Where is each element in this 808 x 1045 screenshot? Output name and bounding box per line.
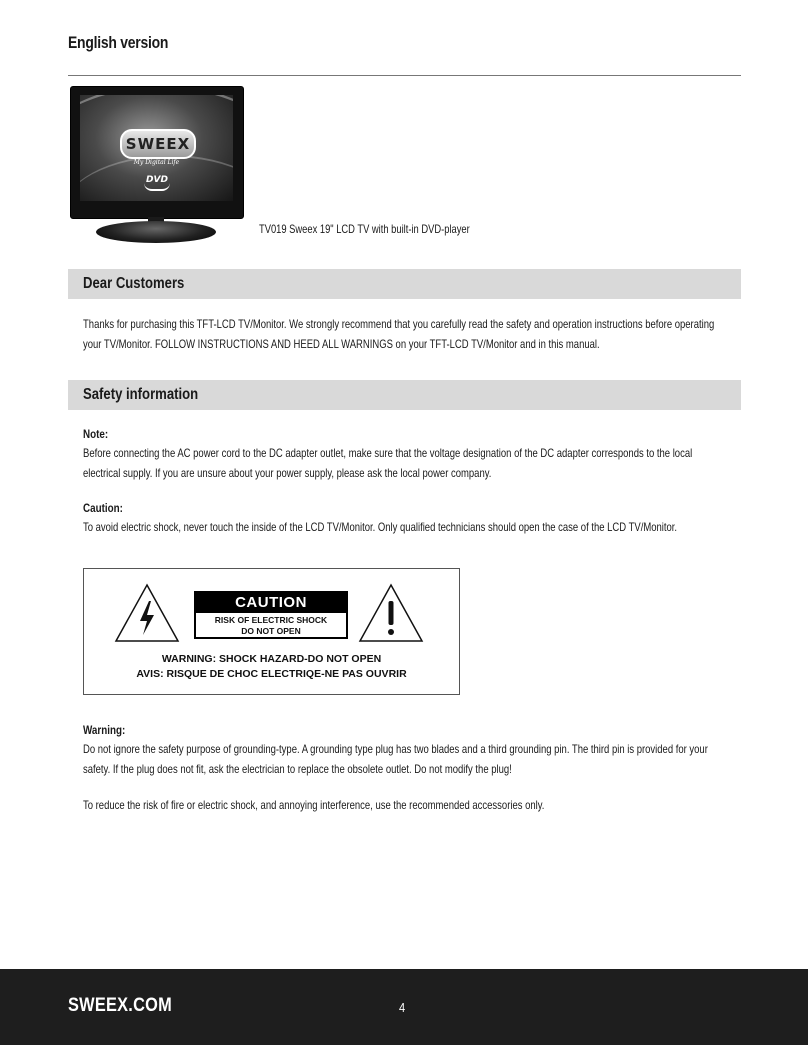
dvd-badge: DVD	[144, 175, 170, 191]
caution-warning-french: AVIS: RISQUE DE CHOC ELECTRIQE-NE PAS OUVRIR	[136, 668, 407, 680]
note-heading: Note:	[83, 427, 109, 441]
product-image	[70, 86, 244, 246]
caution-title: CAUTION	[196, 593, 346, 613]
section-header-safety	[68, 380, 741, 410]
tv-bezel	[70, 86, 244, 219]
tv-screen	[80, 95, 233, 201]
header-divider	[68, 75, 741, 76]
footer-website: SWEEX.COM	[68, 995, 173, 1016]
logo-tagline: My Digital Life	[133, 159, 180, 166]
note-paragraph: Before connecting the AC power cord to the DC adapter outlet, make sure that the voltage designation of the DC adapter corresponds to the local electrical supply. If you are unsure about your power supply, please ask the local power company.	[83, 446, 693, 480]
caution-line-1: RISK OF ELECTRIC SHOCK	[214, 615, 328, 625]
section-title: Safety information	[83, 386, 199, 403]
caution-line-2: DO NOT OPEN	[241, 626, 301, 636]
page-footer	[0, 969, 808, 1045]
exclamation-warning-icon	[358, 583, 424, 643]
warning-paragraph: Do not ignore the safety purpose of grounding-type. A grounding type plug has two blades and a third grounding pin. The third pin is provided for your safety. If the plug does not fit, ask the electrician to replace the obsolete outlet. Do not modify the plug!	[83, 742, 708, 776]
caution-label	[83, 568, 460, 695]
section-title: Dear Customers	[83, 275, 185, 292]
language-heading: English version	[68, 33, 169, 52]
sweex-logo: SWEEX	[120, 129, 196, 159]
product-caption: TV019 Sweex 19" LCD TV with built-in DVD-player	[259, 222, 470, 236]
caution-paragraph: To avoid electric shock, never touch the inside of the LCD TV/Monitor. Only qualified technicians should open the case of the LCD TV/Monitor.	[83, 520, 678, 534]
customers-paragraph: Thanks for purchasing this TFT-LCD TV/Monitor. We strongly recommend that you carefully read the safety and operation instructions before operating your TV/Monitor. FOLLOW INSTRUCTIONS AND HEED ALL WARNINGS on your TFT-LCD TV/Monitor and in this manual.	[83, 317, 715, 351]
lightning-warning-icon	[114, 583, 180, 643]
section-header-customers	[68, 269, 741, 299]
warning-heading: Warning:	[83, 723, 126, 737]
page-number: 4	[399, 1000, 406, 1015]
accessories-paragraph: To reduce the risk of fire or electric shock, and annoying interference, use the recommended accessories only.	[83, 798, 545, 812]
caution-banner	[194, 591, 348, 639]
tv-stand-base	[96, 221, 216, 243]
caution-heading: Caution:	[83, 501, 123, 515]
caution-warning-english: WARNING: SHOCK HAZARD-DO NOT OPEN	[161, 653, 382, 665]
